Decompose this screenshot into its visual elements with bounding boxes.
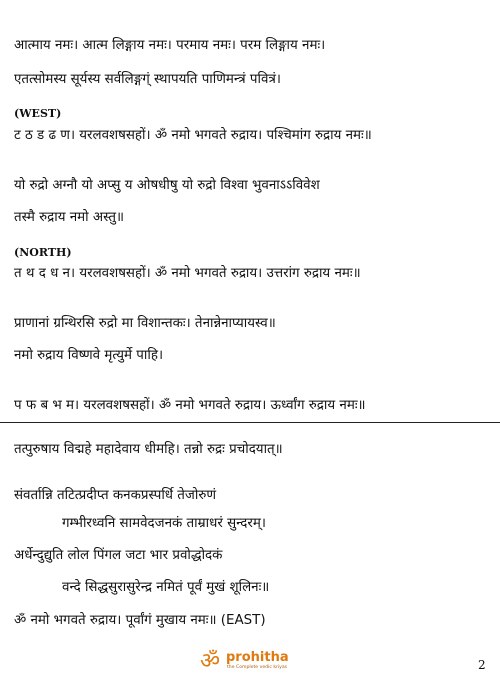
section-divider (0, 422, 500, 423)
verse-line: वन्दे सिद्धसुरासुरेन्द्र नमितं पूर्वं मुखं शूलिनः॥ (62, 580, 270, 595)
verse-line: अर्धेन्दुद्युति लोल पिंगल जटा भार प्रवोद्धोदकं (14, 548, 223, 563)
verse-line: गम्भीरध्वनि सामवेदजनकं ताम्राधरं सुन्दरम्। (62, 516, 266, 531)
direction-heading-north: (NORTH) (14, 246, 72, 259)
verse-line: संवर्तान्नि तटित्प्रदीप्त कनकप्रस्पर्धि तेजोरुणं (14, 488, 217, 503)
verse-line: ट ठ ड ढ ण। यरलवशषसहों। ॐ नमो भगवते रुद्राय। पश्चिमांग रुद्राय नमः॥ (14, 128, 372, 143)
verse-line: एतत्सोमस्य सूर्यस्य सर्वलिङ्गग्ं स्थापयति पाणिमन्त्रं पवित्रं। (14, 72, 281, 87)
brand-logo (200, 650, 310, 674)
verse-line: तस्मै रुद्राय नमो अस्तु॥ (14, 210, 124, 225)
verse-line: तत्पुरुषाय विद्महे महादेवाय धीमहि। तन्नो रुद्रः प्रचोदयात्॥ (14, 442, 283, 457)
verse-line: यो रुद्रो अग्नौ यो अप्सु य ओषधीषु यो रुद्रो विश्वा भुवनाऽऽविवेश (14, 178, 320, 193)
verse-line: त थ द ध न। यरलवशषसहों। ॐ नमो भगवते रुद्राय। उत्तरांग रुद्राय नमः॥ (14, 266, 361, 281)
page-number: 2 (478, 658, 486, 672)
verse-line: आत्माय नमः। आत्म लिङ्गाय नमः। परमाय नमः। परम लिङ्गाय नमः। (14, 38, 326, 53)
direction-heading-west: (WEST) (14, 107, 62, 120)
logo-wordmark: prohitha (226, 650, 289, 665)
verse-line: प फ ब भ म। यरलवशषसहों। ॐ नमो भगवते रुद्राय। ऊर्ध्वांग रुद्राय नमः॥ (14, 398, 366, 413)
verse-line: नमो रुद्राय विष्णवे मृत्युर्मे पाहि। (14, 348, 164, 363)
verse-line: ॐ नमो भगवते रुद्राय। पूर्वांगं मुखाय नमः॥ (EAST) (14, 613, 266, 628)
verse-line: प्राणानां ग्रन्थिरसि रुद्रो मा विशान्तकः। तेनान्नेनाप्यायस्व॥ (14, 316, 276, 331)
logo-tagline: the Complete vedic kriyas (227, 665, 288, 670)
om-logo-icon: ॐ (200, 649, 221, 674)
